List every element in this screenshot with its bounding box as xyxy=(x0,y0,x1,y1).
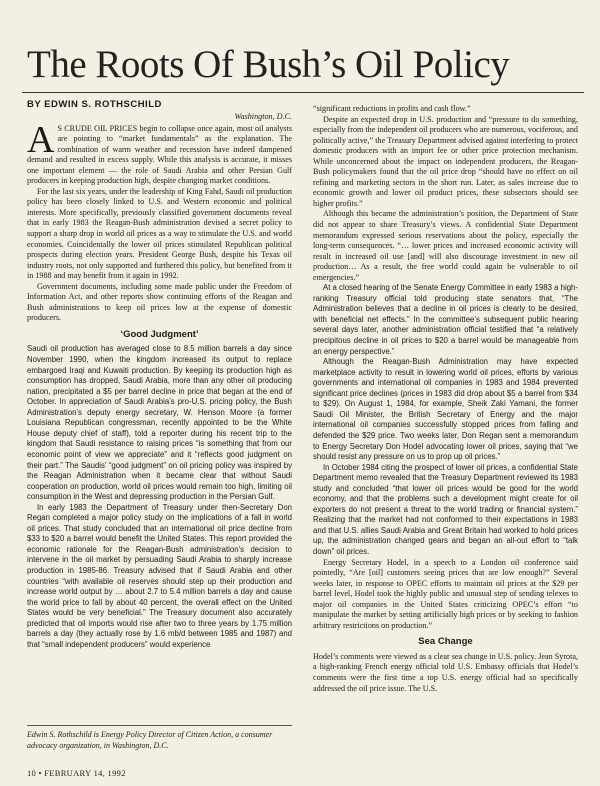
subhead-good-judgment: ‘Good Judgment’ xyxy=(120,328,199,340)
paragraph: Saudi oil production has averaged close to 8.5 million barrels a day since November 1990, when the kingdom increased its output to replace embargoed Iraqi and Kuwaiti production. By keeping its production high as consumption has dropped, Saudi Arabia, more than any other oil producing nation, precipitated a $5 per barrel decline in price that began at the end of October. In appreciation of Saudi Arabia’s pro-U.S. pricing policy, the Bush Administration’s deputy energy secretary, W. Henson Moore (a former Louisiana Republican congressman, recently appointed to be the White House deputy chief of staff), told a reporter during his recent trip to the kingdom that Saudi resistance to raising prices “is something that from our economic point of view we appreciate” and it “reflects good judgment on their part.” The Saudis’ “good judgment” on oil pricing policy was inspired by the Reagan Administration when it became clear that without Saudi cooperation on production, world oil prices would remain too high, limiting oil consumption in the West and depressing production in the Persian Gulf. xyxy=(27,344,292,502)
paragraph: For the last six years, under the leadership of King Fahd, Saudi oil production policy has been closely linked to U.S. and Western economic and political interests. More specifically, previously classified government documents reveal that in early 1983 the Reagan-Bush administration devised a secret policy to support a sharp drop in world oil prices as a way to stimulate the U.S. and world economies. Coincidentally the lower oil prices stimulated Republican political prospects during election years. President George Bush, despite his Texas oil industry roots, not only supported and furthered this policy, but benefited from it in 1988 and may benefit from it again in 1992. xyxy=(27,186,292,281)
drop-cap: A xyxy=(27,118,55,161)
headline: The Roots Of Bush’s Oil Policy xyxy=(27,43,510,86)
paragraph: Hodel’s comments were viewed as a clear sea change in U.S. policy. Jean Syrota, a high-ranking French energy official told U.S. Embassy officials that Hodel’s comments were the first time a top U.S. energy official had so specifically addressed the oil price issue. The U.S. xyxy=(313,651,578,693)
right-column xyxy=(313,104,578,754)
headline-rule xyxy=(22,92,584,93)
byline: BY EDWIN S. ROTHSCHILD xyxy=(27,99,162,110)
left-column xyxy=(27,112,292,722)
paragraph: Despite an expected drop in U.S. production and “pressure to do something, especially from the independent oil producers who are numerous, vociferous, and politically active,” the Treasury Department advised against interfering to protect domestic producers with an import fee or other price protection mechanism. While unconcerned about the impact on independent producers, the Reagan-Bush policymakers found that the oil price drop “should have no effect on oil refining and marketing sectors in the short run. Later, as sales increase due to economic growth and lower oil product prices, these subsectors should see higher profits.” xyxy=(313,114,578,208)
dateline: Washington, D.C. xyxy=(234,112,292,121)
paragraph: At a closed hearing of the Senate Energy Committee in early 1983 a high-ranking Treasury official told producing state senators that, “The Administration believes that a decline in oil prices is clearly to be desired, with beneficial net effects.” In the committee’s subsequent public hearing several days later, another administration official testified that “a relatively precipitous decline in oil prices to $20 a barrel would be manageable from an energy perspective.” xyxy=(313,283,578,356)
paragraph: Although this became the administration’s position, the Department of State did not appear to share Treasury’s views. A confidential State Department memorandum expressed serious reservations about the policy, especially the long-term consequences. “… lower prices and increased economic activity will result in increased oil use [and] will also discourage investment in new oil production… As a result, the free world could again be vulnerable to oil emergencies.” xyxy=(313,209,578,282)
page-folio: 10 • FEBRUARY 14, 1992 xyxy=(27,768,126,778)
author-bio: Edwin S. Rothschild is Energy Policy Director of Citizen Action, a consumer advocacy organization, in Washington, D.C. xyxy=(27,730,273,750)
paragraph: In October 1984 citing the prospect of lower oil prices, a confidential State Department memo revealed that the Treasury Department reviewed its 1983 study and concluded “that lower oil prices would be good for the world economy, and that the problems such a development might create for oil exporters do not present a threat to the world trading or financial system.” Realizing that the market had not conformed to their expectations in 1983 and that U.S. allies Saudi Arabia and Great Britain had worked to hold prices up, the administration changed gears and began an all-out effort to “talk down” oil prices. xyxy=(313,462,578,556)
paragraph: Energy Secretary Hodel, in a speech to a London oil conference said pointedly, “Are [oil] customers seeing prices that are low enough?” Several weeks later, in response to OPEC efforts to maintain oil prices at the $29 per barrel level, Hodel took the highly public and unusual step of sending telexes to major oil companies in the United States criticizing OPEC’s effort “to manipulate the market by setting artificially high prices or by seeking to fashion arbitrary restrictions on production.” xyxy=(313,557,578,630)
bio-rule xyxy=(27,725,292,726)
paragraph: Government documents, including some made public under the Freedom of Information Act, and other reports show continuing efforts of the Reagan and Bush administrations to keep oil prices low at the expense of domestic producers. xyxy=(27,281,292,323)
subhead-sea-change: Sea Change xyxy=(418,636,473,648)
paragraph: In early 1983 the Department of Treasury under then-Secretary Don Regan completed a major policy study on the implications of a fall in world oil prices. That study concluded that an international oil price decline from $33 to $20 a barrel would benefit the United States. This report provided the economic rationale for the Reagan-Bush administration’s decision to intervene in the oil market by persuading Saudi Arabia to sharply increase production in 1985-86. Treasury advised that if Saudi Arabia and other countries “with available oil reserves should step up their production and increase world output by … about 2.7 to 5.4 million barrels a day and cause the world price to fall by about 40 percent, the overall effect on the United States would be very beneficial.” The Treasury document also accurately predicted that oil imports would rise after two to three years by 1.75 million barrels a day (they actually rose by 1.6 mb/d between 1985 and 1987) and that “small independent producers” would experience xyxy=(27,502,292,649)
paragraph: “significant reductions in profits and cash flow.” xyxy=(313,104,471,113)
paragraph: Although the Reagan-Bush Administration may have expected marketplace activity to result in lowering world oil prices, efforts by various governments and international oil companies in 1983 and 1984 prevented significant price declines (prices in 1983 did drop about $5 a barrel from $34 to $29). On August 1, 1984, for example, Sheik Zaki Yamani, the former Saudi Oil Minister, the British Secretary of Energy and the major international oil companies successfully stopped prices from falling and defended the $29 price. Two weeks later, Don Regan sent a memorandum to Energy Secretary Don Hodel advocating lower oil prices, saying that “we should resist any pressure on us to prop up oil prices.” xyxy=(313,357,578,462)
paragraph: A S CRUDE OIL PRICES begin to collapse once again, most oil analysts are pointing to “market fundamentals” as the explanation. The combination of warm weather and recession have indeed dampened demand and resulted in excess supply. While this analysis is accurate, it misses one important element — the role of Saudi Arabia and other Persian Gulf producers in keeping production high, despite changing market conditions. xyxy=(27,118,292,186)
